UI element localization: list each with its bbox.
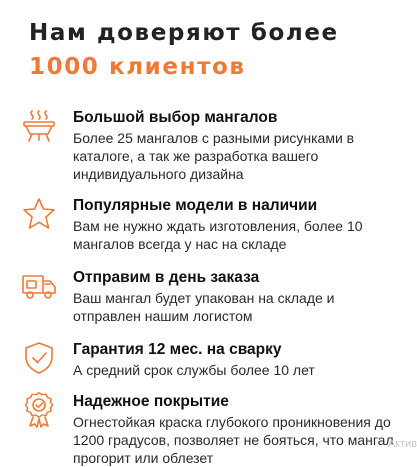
feature-description: Ваш мангал будет упакован на складе и отправлен нашим логистом (73, 290, 335, 324)
feature-description: Более 25 мангалов с разными рисунками в каталоге, а так же разработка вашего индивидуального дизайна (73, 130, 355, 182)
grill-icon (21, 108, 57, 144)
activation-watermark: Актив (387, 438, 417, 450)
headline (29, 16, 339, 84)
feature-title: Гарантия 12 мес. на сварку (73, 341, 282, 358)
feature-description: А средний срок службы более 10 лет (73, 362, 315, 378)
feature-title: Надежное покрытие (73, 393, 229, 410)
delivery-truck-icon (21, 268, 57, 304)
award-badge-icon (21, 392, 57, 428)
feature-title: Популярные модели в наличии (73, 197, 318, 214)
feature-description: Огнестойкая краска глубокого проникновения до 1200 градусов, позволяет не бояться, что мангал прогорит или облезет (73, 414, 394, 466)
feature-title: Большой выбор мангалов (73, 109, 278, 126)
feature-description: Вам не нужно ждать изготовления, более 10 мангалов всегда у нас на складе (73, 218, 363, 252)
shield-check-icon (21, 340, 57, 376)
feature-title: Отправим в день заказа (73, 269, 260, 286)
headline-line1: Нам доверяют более (29, 20, 339, 46)
headline-line2: 1000 клиентов (29, 54, 246, 80)
star-icon (21, 196, 57, 232)
